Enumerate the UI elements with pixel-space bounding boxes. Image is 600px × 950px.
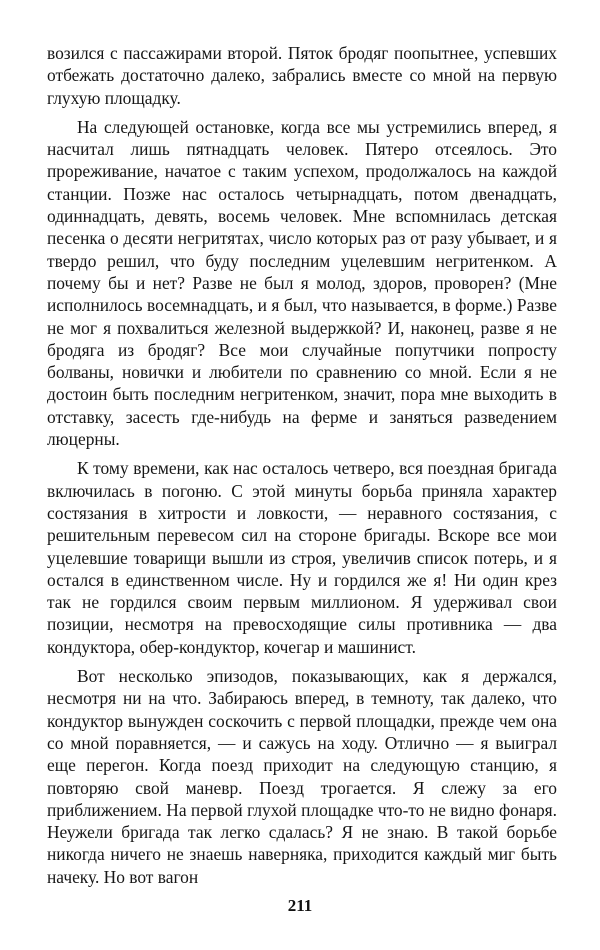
paragraph-continuation: возился с пассажирами второй. Пяток бродяг поопытнее, успевших отбежать достаточно далеко, забрались вместе со мной на первую глухую площадку. — [47, 43, 557, 108]
paragraph-pursuit: К тому времени, как нас осталось четверо, вся поездная бригада включилась в погоню. С этой минуты борьба приняла характер состязания в хитрости и ловкости, — неравного состязания, с решительным перевесом сил на стороне бригады. Вскоре все мои уцелевшие товарищи вышли из строя, увеличив список потерь, и я остался в единственном числе. Ну и гордился же я! Ни один крез так не гордился своим первым миллионом. Я удерживал свои позиции, несмотря на превосходящие силы противника — два кондуктора, обер-кондуктор, кочегар и машинист. — [47, 458, 557, 657]
page-number: 211 — [287, 896, 313, 915]
book-page — [47, 42, 557, 888]
paragraph-negritenok: На следующей остановке, когда все мы устремились вперед, я насчитал лишь пятнадцать человек. Пятеро отсеялось. Это прореживание, начатое с таким успехом, продолжалось на каждой станции. Позже нас осталось четырнадцать, потом двенадцать, одиннадцать, девять, восемь человек. Мне вспомнилась детская песенка о десяти негритятах, число которых раз от разу убывает, и я твердо решил, что буду последним уцелевшим негритенком. А почему бы и нет? Разве не был я молод, здоров, проворен? (Мне исполнилось восемнадцать, и я был, что называется, в форме.) Разве не мог я похвалиться железной выдержкой? И, наконец, разве я не бродяга из бродяг? Все мои случайные попутчики попросту болваны, новички и любители по сравнению со мной. Если я не достоин быть последним негритенком, значит, пора мне выходить в отставку, засесть где-нибудь на ферме и заняться разведением люцерны. — [47, 116, 557, 450]
paragraph-episodes: Вот несколько эпизодов, показывающих, как я держался, несмотря ни на что. Забираюсь вперед, в темноту, так далеко, что кондуктор вынужден соскочить с первой площадки, прежде чем она со мной поравняется, — и сажусь на ходу. Отлично — я выиграл еще перегон. Когда поезд приходит на следующую станцию, я повторяю свой маневр. Поезд трогается. Я слежу за его приближением. На первой глухой площадке что-то не видно фонаря. Неужели бригада так легко сдалась? Я не знаю. В такой борьбе никогда ничего не знаешь наверняка, приходится каждый миг быть начеку. Но вот вагон — [47, 666, 557, 887]
